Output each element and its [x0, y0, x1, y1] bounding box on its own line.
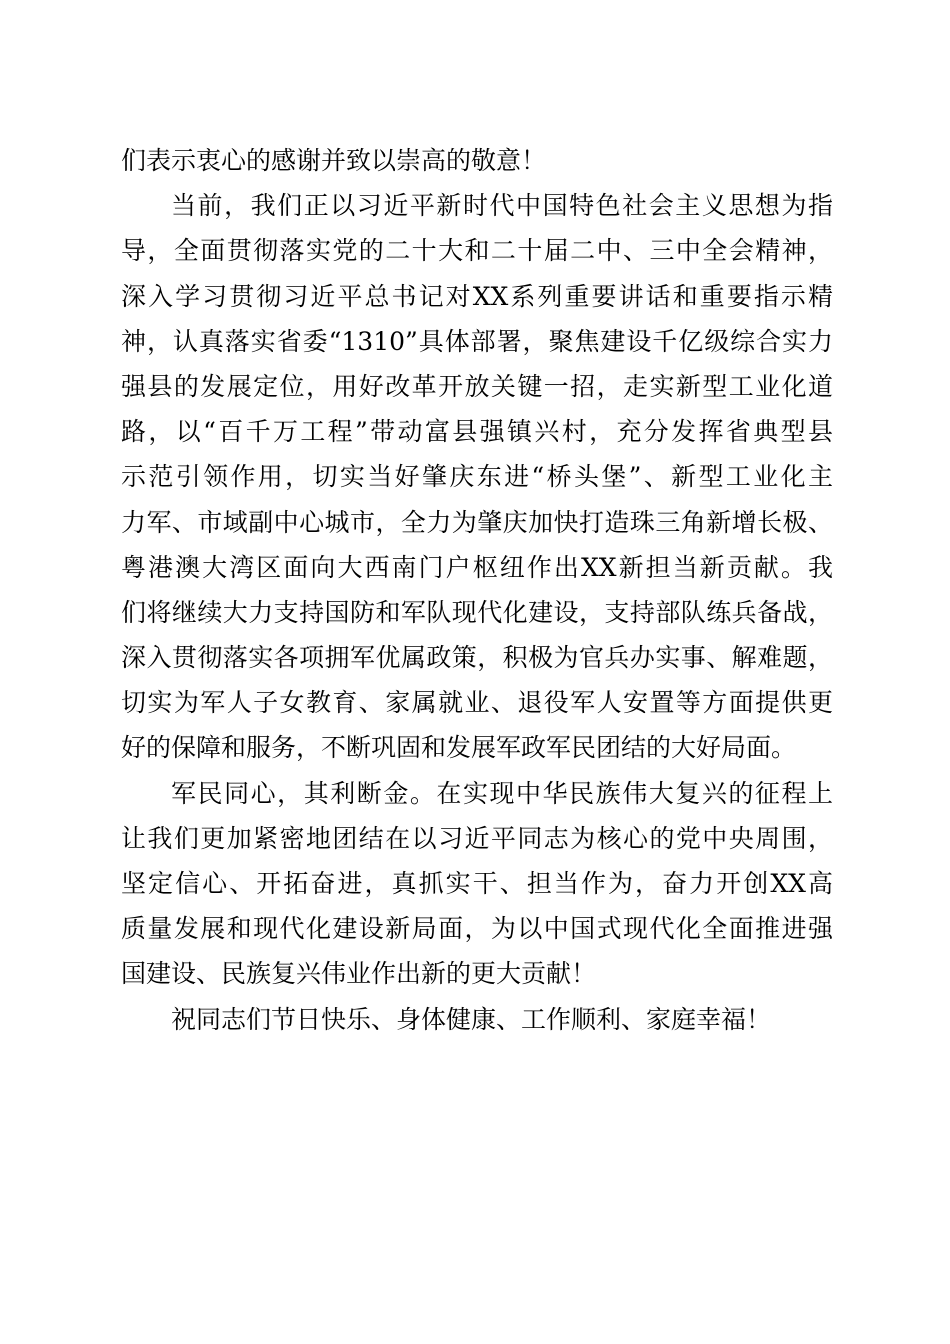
text-line: 粤港澳大湾区面向大西南门户枢纽作出XX新担当新贡献。我 [121, 552, 833, 582]
text-line: 们将继续大力支持国防和军队现代化建设，支持部队练兵备战， [121, 597, 833, 627]
text-line: 让我们更加紧密地团结在以习近平同志为核心的党中央周围， [121, 823, 833, 853]
text-line: 神，认真落实省委“1310”具体部署，聚焦建设千亿级综合实力 [121, 326, 833, 356]
text-line: 路，以“百千万工程”带动富县强镇兴村，充分发挥省典型县 [121, 417, 833, 447]
paragraph [121, 997, 833, 1042]
paragraph [121, 138, 833, 183]
text-line: 国建设、民族复兴伟业作出新的更大贡献！ [121, 959, 597, 989]
text-line: 质量发展和现代化建设新局面，为以中国式现代化全面推进强 [121, 914, 833, 944]
text-line: 祝同志们节日快乐、身体健康、工作顺利、家庭幸福！ [171, 1004, 772, 1034]
text-line: 切实为军人子女教育、家属就业、退役军人安置等方面提供更 [121, 688, 833, 718]
paragraph [121, 771, 833, 997]
document-body [121, 138, 833, 1042]
text-line: 示范引领作用，切实当好肇庆东进“桥头堡”、新型工业化主 [121, 462, 833, 492]
text-line: 军民同心，其利断金。在实现中华民族伟大复兴的征程上 [171, 778, 833, 808]
text-line: 深入学习贯彻习近平总书记对XX系列重要讲话和重要指示精 [121, 281, 833, 311]
text-line: 们表示衷心的感谢并致以崇高的敬意！ [121, 146, 547, 175]
text-line: 强县的发展定位，用好改革开放关键一招，走实新型工业化道 [121, 371, 833, 401]
text-line: 导，全面贯彻落实党的二十大和二十届二中、三中全会精神， [121, 236, 833, 266]
paragraph [121, 183, 833, 770]
text-line: 深入贯彻落实各项拥军优属政策，积极为官兵办实事、解难题， [121, 643, 833, 673]
text-line: 好的保障和服务，不断巩固和发展军政军民团结的大好局面。 [121, 733, 797, 763]
text-line: 坚定信心、开拓奋进，真抓实干、担当作为，奋力开创XX高 [121, 869, 833, 898]
text-line: 当前，我们正以习近平新时代中国特色社会主义思想为指 [171, 191, 833, 221]
text-line: 力军、市域副中心城市，全力为肇庆加快打造珠三角新增长极、 [121, 507, 833, 537]
